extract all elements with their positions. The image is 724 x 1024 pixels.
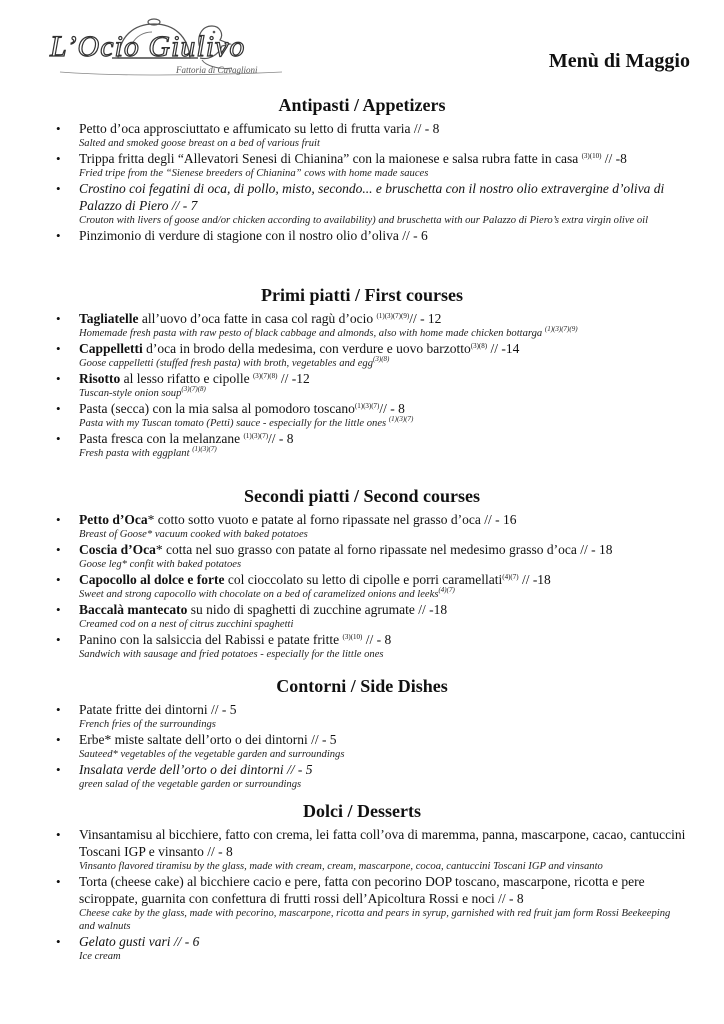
section-contorni	[0, 675, 724, 791]
menu-item: • Pinzimonio di verdure di stagione con il nostro olio d’oliva // - 6	[0, 227, 724, 244]
menu-item: • Cappelletti d’oca in brodo della medesima, con verdure e uovo barzotto$^{(3)(8)}$ // -14 Goose cappelletti (stuffed fresh pasta) with broth, vegetables and egg$^{(3)(8)}$	[0, 340, 724, 370]
menu-item: • Torta (cheese cake) al bicchiere cacio e pere, fatta con pecorino DOP toscano, mascarpone, ricotta e pere sciroppate, guarnita con confettura di frutti rossi dell’Apicoltura Rossi e noci // - 8 Cheese cake by the glass, made with pecorino, mascarpone, ricotta and pears in syrup, garnished with red fruit jam form Rossi Beekeeping and walnuts	[0, 873, 724, 933]
menu-item: • Trippa fritta degli “Allevatori Senesi di Chianina” con la maionese e salsa rubra fatte in casa $^{(3)(10)}$ // -8 Fried tripe from the “Sienese breeders of Chianina” cows with home made sauces	[0, 150, 724, 180]
menu-item: • Coscia d’Oca* cotta nel suo grasso con patate al forno ripassate nel medesimo grasso d’oca // - 18 Goose leg* confit with baked potatoes	[0, 541, 724, 571]
menu-item: • Petto d’oca approsciuttato e affumicato su letto di frutta varia // - 8 Salted and smoked goose breast on a bed of various fruit	[0, 120, 724, 150]
menu-item: • Patate fritte dei dintorni // - 5 French fries of the surroundings	[0, 701, 724, 731]
section-antipasti	[0, 94, 724, 244]
menu-item: • Panino con la salsiccia del Rabissi e patate fritte $^{(3)(10)}$ // - 8 Sandwich with sausage and fried potatoes - especially for the little ones	[0, 631, 724, 661]
menu-item: • Crostino coi fegatini di oca, di pollo, misto, secondo... e bruschetta con il nostro olio extravergine d’oliva di Palazzo di Piero // - 7 Crouton with livers of goose and/or chicken according to availability) and bruschetta with our Palazzo di Piero’s extra virgin olive oil	[0, 180, 724, 227]
section-title: Primi piatti / First courses	[261, 285, 463, 305]
section-title: Antipasti / Appetizers	[278, 95, 446, 115]
section-secondi	[0, 485, 724, 661]
section-title: Contorni / Side Dishes	[276, 676, 448, 696]
menu-title: Menù di Maggio	[548, 50, 690, 72]
section-title: Dolci / Desserts	[303, 801, 421, 821]
menu-item: • Insalata verde dell’orto o dei dintorni // - 5 green salad of the vegetable garden or surroundings	[0, 761, 724, 791]
menu-item: • Tagliatelle all’uovo d’oca fatte in casa col ragù d’ocio $^{(1)(3)(7)(9)}$// - 12 Homemade fresh pasta with raw pesto of black cabbage and almonds, also with home made chicken bottarga $^{(1)(3)(7)(9)}$	[0, 310, 724, 340]
logo-subtitle: Fattoria di Cavaglioni	[176, 65, 258, 75]
logo-title: L’Ocio Giulivo	[50, 30, 246, 63]
menu-item: • Petto d’Oca* cotto sotto vuoto e patate al forno ripassate nel grasso d’oca // - 16 Breast of Goose* vacuum cooked with baked potatoes	[0, 511, 724, 541]
menu-item: • Pasta (secca) con la mia salsa al pomodoro toscano$^{(1)(3)(7)}$// - 8 Pasta with my Tuscan tomato (Petti) sauce - especially for the little ones $^{(1)(3)(7)}$	[0, 400, 724, 430]
menu-item: • Pasta fresca con la melanzane $^{(1)(3)(7)}$// - 8 Fresh pasta with eggplant $^{(1)(3)(7)}$	[0, 430, 724, 460]
menu-item: • Erbe* miste saltate dell’orto o dei dintorni // - 5 Sauteed* vegetables of the vegetable garden and surroundings	[0, 731, 724, 761]
menu-item: • Baccalà mantecato su nido di spaghetti di zucchine agrumate // -18 Creamed cod on a nest of citrus zucchini spaghetti	[0, 601, 724, 631]
restaurant-logo	[50, 14, 290, 84]
section-dolci	[0, 800, 724, 963]
menu-item: • Gelato gusti vari // - 6 Ice cream	[0, 933, 724, 963]
menu-item: • Vinsantamisu al bicchiere, fatto con crema, lei fatta coll’ova di maremma, panna, mascarpone, cacao, cantuccini Toscani IGP e vinsanto // - 8 Vinsanto flavored tiramisu by the glass, made with cream, cream, mascarpone, cocoa, cantuccini Toscani IGP and vinsanto	[0, 826, 724, 873]
menu-item: • Risotto al lesso rifatto e cipolle $^{(3)(7)(8)}$ // -12 Tuscan-style onion soup$^{(3)(7)(8)}$	[0, 370, 724, 400]
section-title: Secondi piatti / Second courses	[243, 486, 480, 506]
section-primi	[0, 284, 724, 460]
menu-item: • Capocollo al dolce e forte col cioccolato su letto di cipolle e porri caramellati$^{(4)(7)}$ // -18 Sweet and strong capocollo with chocolate on a bed of caramelized onions and leeks$^{(4)(7)}$	[0, 571, 724, 601]
